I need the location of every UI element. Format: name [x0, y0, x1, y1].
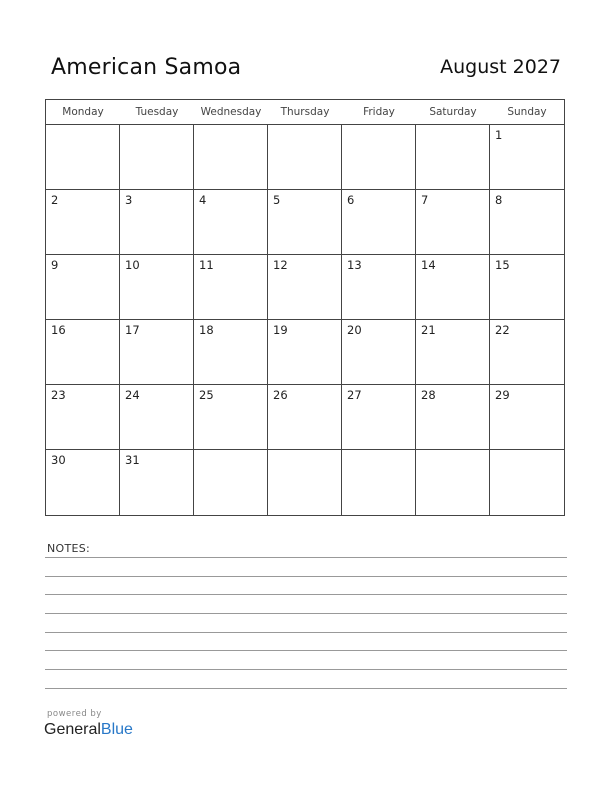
day-cell — [194, 385, 268, 450]
day-cell — [46, 190, 120, 255]
weekday-monday: Monday — [62, 106, 104, 118]
day-number: 22 — [495, 323, 510, 337]
weekday-friday: Friday — [363, 106, 395, 118]
day-number: 14 — [421, 258, 436, 272]
brand-blue-text: Blue — [100, 721, 133, 738]
day-cell — [120, 190, 194, 255]
day-number: 28 — [421, 388, 436, 402]
day-cell — [194, 320, 268, 385]
day-cell — [342, 450, 416, 515]
day-number: 4 — [199, 193, 207, 207]
powered-by-text: powered by — [47, 709, 102, 719]
day-cell — [194, 125, 268, 190]
day-cell — [342, 125, 416, 190]
note-line — [45, 576, 567, 577]
day-number: 24 — [125, 388, 140, 402]
day-number: 16 — [51, 323, 66, 337]
day-cell — [120, 320, 194, 385]
notes-label: NOTES: — [47, 542, 91, 555]
day-cell — [268, 190, 342, 255]
month-title: August 2027 — [440, 56, 561, 78]
day-cell — [120, 450, 194, 515]
day-cell — [490, 255, 564, 320]
day-number: 31 — [125, 453, 140, 467]
note-line — [45, 632, 567, 633]
day-number: 27 — [347, 388, 362, 402]
day-number: 11 — [199, 258, 214, 272]
day-cell — [194, 190, 268, 255]
page-title: American Samoa — [51, 55, 242, 80]
day-number: 17 — [125, 323, 140, 337]
day-number: 12 — [273, 258, 288, 272]
day-number: 25 — [199, 388, 214, 402]
weekday-tuesday: Tuesday — [135, 106, 179, 118]
day-cell — [268, 320, 342, 385]
day-cell — [268, 125, 342, 190]
note-line — [45, 688, 567, 689]
day-cell — [416, 320, 490, 385]
day-cell — [268, 450, 342, 515]
day-number: 8 — [495, 193, 503, 207]
weekday-sunday: Sunday — [507, 106, 547, 118]
day-cell — [194, 450, 268, 515]
note-line — [45, 594, 567, 595]
weekday-wednesday: Wednesday — [200, 106, 262, 118]
day-number: 13 — [347, 258, 362, 272]
day-number: 1 — [495, 128, 503, 142]
calendar-days — [46, 125, 564, 515]
weekday-header-row — [46, 100, 564, 125]
day-number: 26 — [273, 388, 288, 402]
day-cell — [490, 125, 564, 190]
day-cell — [46, 255, 120, 320]
note-line — [45, 669, 567, 670]
day-cell — [46, 385, 120, 450]
day-number: 29 — [495, 388, 510, 402]
day-cell — [268, 255, 342, 320]
day-cell — [194, 255, 268, 320]
day-number: 5 — [273, 193, 281, 207]
day-cell — [46, 125, 120, 190]
day-cell — [120, 125, 194, 190]
day-number: 7 — [421, 193, 429, 207]
day-cell — [342, 190, 416, 255]
day-number: 21 — [421, 323, 436, 337]
day-number: 18 — [199, 323, 214, 337]
day-cell — [416, 125, 490, 190]
weekday-thursday: Thursday — [280, 106, 330, 118]
day-cell — [46, 320, 120, 385]
day-number: 6 — [347, 193, 355, 207]
day-cell — [120, 255, 194, 320]
day-number: 23 — [51, 388, 66, 402]
brand-logo[interactable] — [44, 721, 133, 739]
day-cell — [490, 450, 564, 515]
day-cell — [268, 385, 342, 450]
note-line — [45, 557, 567, 558]
day-number: 10 — [125, 258, 140, 272]
day-cell — [416, 385, 490, 450]
note-line — [45, 650, 567, 651]
day-cell — [342, 320, 416, 385]
day-cell — [490, 190, 564, 255]
day-number: 20 — [347, 323, 362, 337]
day-cell — [416, 255, 490, 320]
day-cell — [490, 385, 564, 450]
day-cell — [46, 450, 120, 515]
day-cell — [342, 385, 416, 450]
calendar-grid — [45, 99, 565, 516]
day-number: 15 — [495, 258, 510, 272]
day-cell — [416, 190, 490, 255]
day-number: 2 — [51, 193, 59, 207]
day-cell — [120, 385, 194, 450]
day-cell — [490, 320, 564, 385]
day-number: 9 — [51, 258, 59, 272]
day-number: 19 — [273, 323, 288, 337]
brand-general-text: General — [44, 721, 101, 738]
note-line — [45, 613, 567, 614]
day-number: 30 — [51, 453, 66, 467]
day-cell — [342, 255, 416, 320]
weekday-saturday: Saturday — [429, 106, 477, 118]
day-cell — [416, 450, 490, 515]
day-number: 3 — [125, 193, 133, 207]
